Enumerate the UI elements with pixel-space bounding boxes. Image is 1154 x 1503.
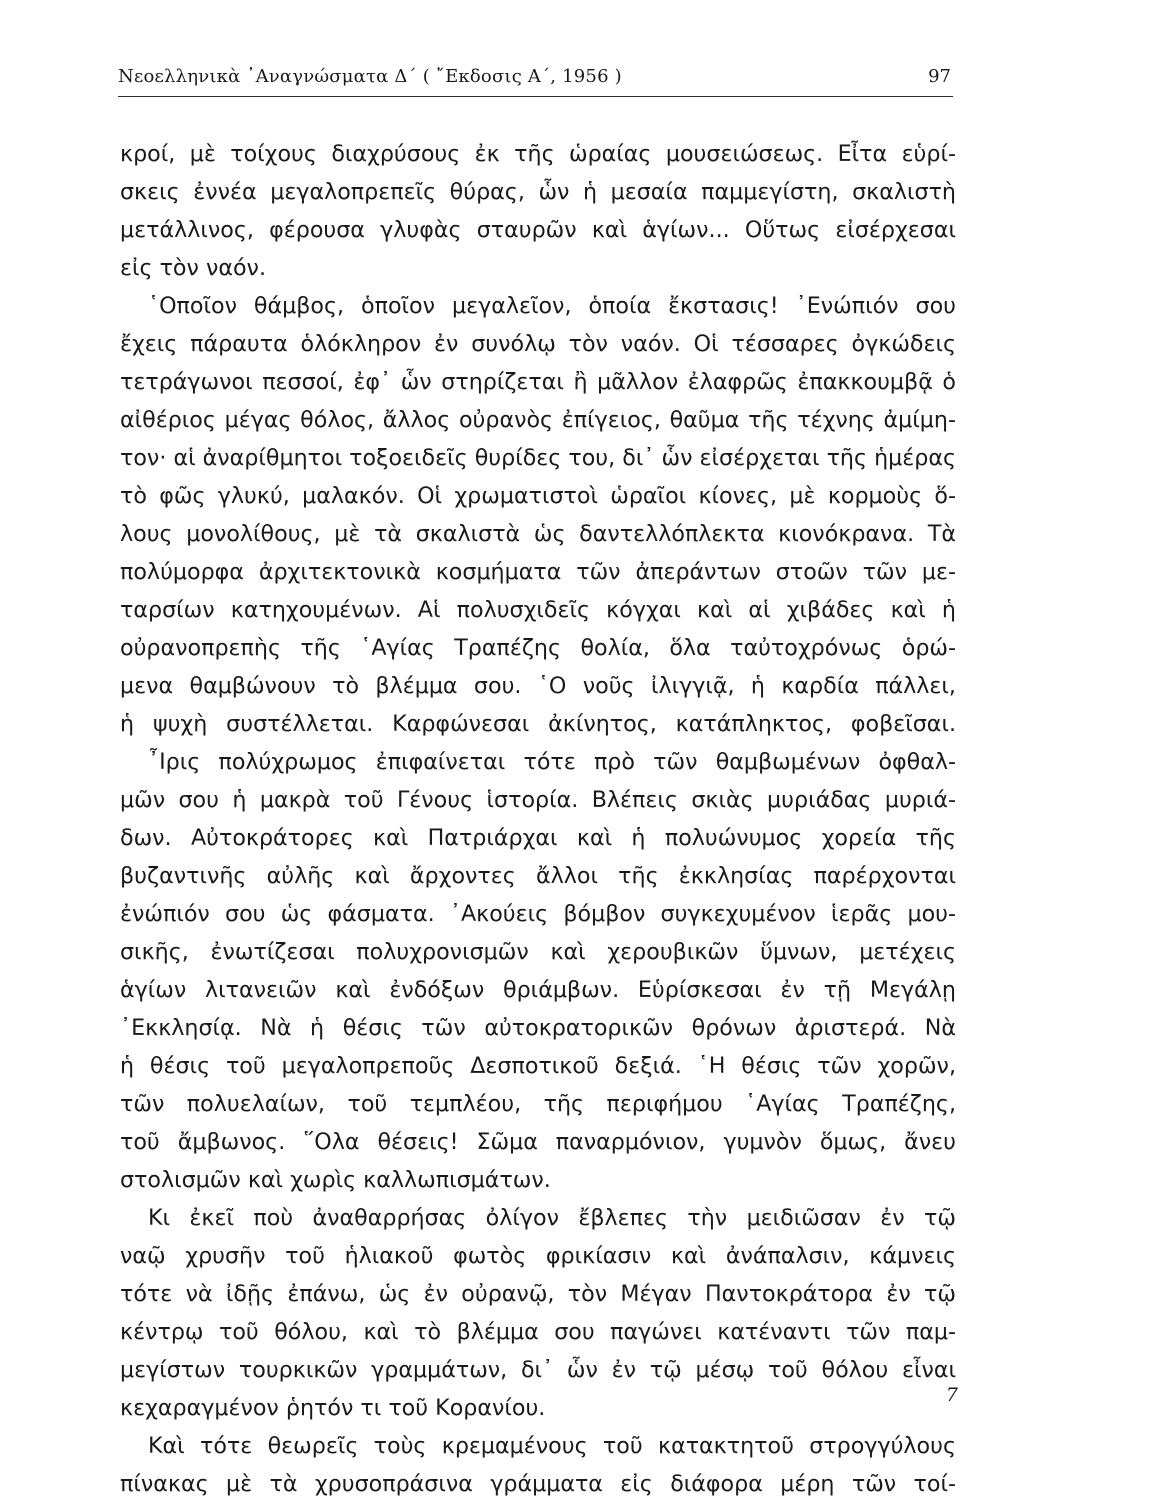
text-line: βυζαντινῆς αὐλῆς καὶ ἄρχοντες ἄλλοι τῆς ἐκκλησίας παρέρχονται: [120, 863, 956, 889]
text-line: ἁγίων λιτανειῶν καὶ ἐνδόξων θριάμβων. Εὑρίσκεσαι ἐν τῇ Μεγάλῃ: [120, 977, 956, 1003]
text-line: μεγίστων τουρκικῶν γραμμάτων, δι᾿ ὧν ἐν τῷ μέσῳ τοῦ θόλου εἶναι: [120, 1357, 956, 1383]
text-line: ἡ ψυχὴ συστέλλεται. Καρφώνεσαι ἀκίνητος, κατάπληκτος, φοβεῖσαι.: [120, 711, 956, 737]
text-line: μετάλλινος, φέρουσα γλυφὰς σταυρῶν καὶ ἁγίων... Οὕτως εἰσέρχεσαι: [120, 217, 956, 243]
text-line: τοῦ ἄμβωνος. ῞Ολα θέσεις! Σῶμα παναρμόνιον, γυμνὸν ὅμως, ἄνευ: [120, 1129, 956, 1155]
text-line: ἐνώπιόν σου ὡς φάσματα. ᾿Ακούεις βόμβον συγκεχυμένον ἱερᾶς μου-: [120, 901, 956, 927]
text-line: τῶν πολυελαίων, τοῦ τεμπλέου, τῆς περιφήμου ῾Αγίας Τραπέζης,: [120, 1091, 956, 1117]
text-line: αἰθέριος μέγας θόλος, ἄλλος οὐρανὸς ἐπίγειος, θαῦμα τῆς τέχνης ἀμίμη-: [120, 407, 956, 433]
text-line: σικῆς, ἐνωτίζεσαι πολυχρονισμῶν καὶ χερουβικῶν ὕμνων, μετέχεις: [120, 939, 956, 965]
running-header: [118, 66, 953, 97]
text-line: ῾Οποῖον θάμβος, ὁποῖον μεγαλεῖον, ὁποία ἔκστασις! ᾿Ενώπιόν σου: [148, 293, 956, 319]
text-line: οὐρανοπρεπὴς τῆς ῾Αγίας Τραπέζης θολία, ὅλα ταὐτοχρόνως ὁρώ-: [120, 635, 956, 661]
text-line: Κι ἐκεῖ ποὺ ἀναθαρρήσας ὀλίγον ἔβλεπες τὴν μειδιῶσαν ἐν τῷ: [148, 1205, 956, 1231]
text-line: ναῷ χρυσῆν τοῦ ἡλιακοῦ φωτὸς φρικίασιν καὶ ἀνάπαλσιν, κάμνεις: [120, 1243, 956, 1269]
text-line: μενα θαμβώνουν τὸ βλέμμα σου. ῾Ο νοῦς ἰλιγγιᾷ, ἡ καρδία πάλλει,: [120, 673, 956, 699]
text-line: πολύμορφα ἀρχιτεκτονικὰ κοσμήματα τῶν ἀπεράντων στοῶν τῶν με-: [120, 559, 956, 585]
text-line: τετράγωνοι πεσσοί, ἐφ᾿ ὧν στηρίζεται ἢ μᾶλλον ἐλαφρῶς ἐπακκουμβᾷ ὁ: [120, 369, 956, 395]
text-line: λους μονολίθους, μὲ τὰ σκαλιστὰ ὡς δαντελλόπλεκτα κιονόκρανα. Τὰ: [120, 521, 956, 547]
text-line: στολισμῶν καὶ χωρὶς καλλωπισμάτων.: [120, 1167, 551, 1193]
text-line: Καὶ τότε θεωρεῖς τοὺς κρεμαμένους τοῦ κατακτητοῦ στρογγύλους: [148, 1433, 956, 1459]
text-line: δων. Αὐτοκράτορες καὶ Πατριάρχαι καὶ ἡ πολυώνυμος χορεία τῆς: [120, 825, 956, 851]
text-line: σκεις ἐννέα μεγαλοπρεπεῖς θύρας, ὧν ἡ μεσαία παμμεγίστη, σκαλιστὴ: [120, 179, 956, 205]
text-line: ῏Ιρις πολύχρωμος ἐπιφαίνεται τότε πρὸ τῶν θαμβωμένων ὀφθαλ-: [148, 749, 956, 775]
text-line: ᾿Εκκλησίᾳ. Νὰ ἡ θέσις τῶν αὐτοκρατορικῶν θρόνων ἀριστερά. Νὰ: [120, 1015, 956, 1041]
text-line: εἰς τὸν ναόν.: [120, 255, 266, 281]
running-title: Νεοελληνικὰ ᾿Αναγνώσματα Δ΄ ( ῎Εκδοσις Α΄, 1956 ): [118, 66, 622, 87]
text-line: ἡ θέσις τοῦ μεγαλοπρεποῦς Δεσποτικοῦ δεξιά. ῾Η θέσις τῶν χορῶν,: [120, 1053, 956, 1079]
text-line: ταρσίων κατηχουμένων. Αἱ πολυσχιδεῖς κόγχαι καὶ αἱ χιβάδες καὶ ἡ: [120, 597, 956, 623]
text-line: πίνακας μὲ τὰ χρυσοπράσινα γράμματα εἰς διάφορα μέρη τῶν τοί-: [120, 1471, 956, 1497]
text-line: κροί, μὲ τοίχους διαχρύσους ἐκ τῆς ὡραίας μουσειώσεως. Εἶτα εὑρί-: [120, 141, 956, 167]
body-text: [120, 135, 956, 1503]
signature-mark: 7: [945, 1384, 958, 1406]
text-line: τον· αἱ ἀναρίθμητοι τοξοειδεῖς θυρίδες του, δι᾿ ὧν εἰσέρχεται τῆς ἡμέρας: [120, 445, 956, 471]
text-line: τὸ φῶς γλυκύ, μαλακόν. Οἱ χρωματιστοὶ ὡραῖοι κίονες, μὲ κορμοὺς ὅ-: [120, 483, 956, 509]
text-line: μῶν σου ἡ μακρὰ τοῦ Γένους ἱστορία. Βλέπεις σκιὰς μυριάδας μυριά-: [120, 787, 956, 813]
text-line: τότε νὰ ἰδῇς ἐπάνω, ὡς ἐν οὐρανῷ, τὸν Μέγαν Παντοκράτορα ἐν τῷ: [120, 1281, 956, 1307]
page-number: 97: [928, 66, 951, 87]
text-line: κέντρῳ τοῦ θόλου, καὶ τὸ βλέμμα σου παγώνει κατέναντι τῶν παμ-: [120, 1319, 956, 1345]
text-line: κεχαραγμένον ῥητόν τι τοῦ Κορανίου.: [120, 1395, 546, 1421]
text-line: ἔχεις πάραυτα ὁλόκληρον ἐν συνόλῳ τὸν ναόν. Οἱ τέσσαρες ὀγκώδεις: [120, 331, 956, 357]
